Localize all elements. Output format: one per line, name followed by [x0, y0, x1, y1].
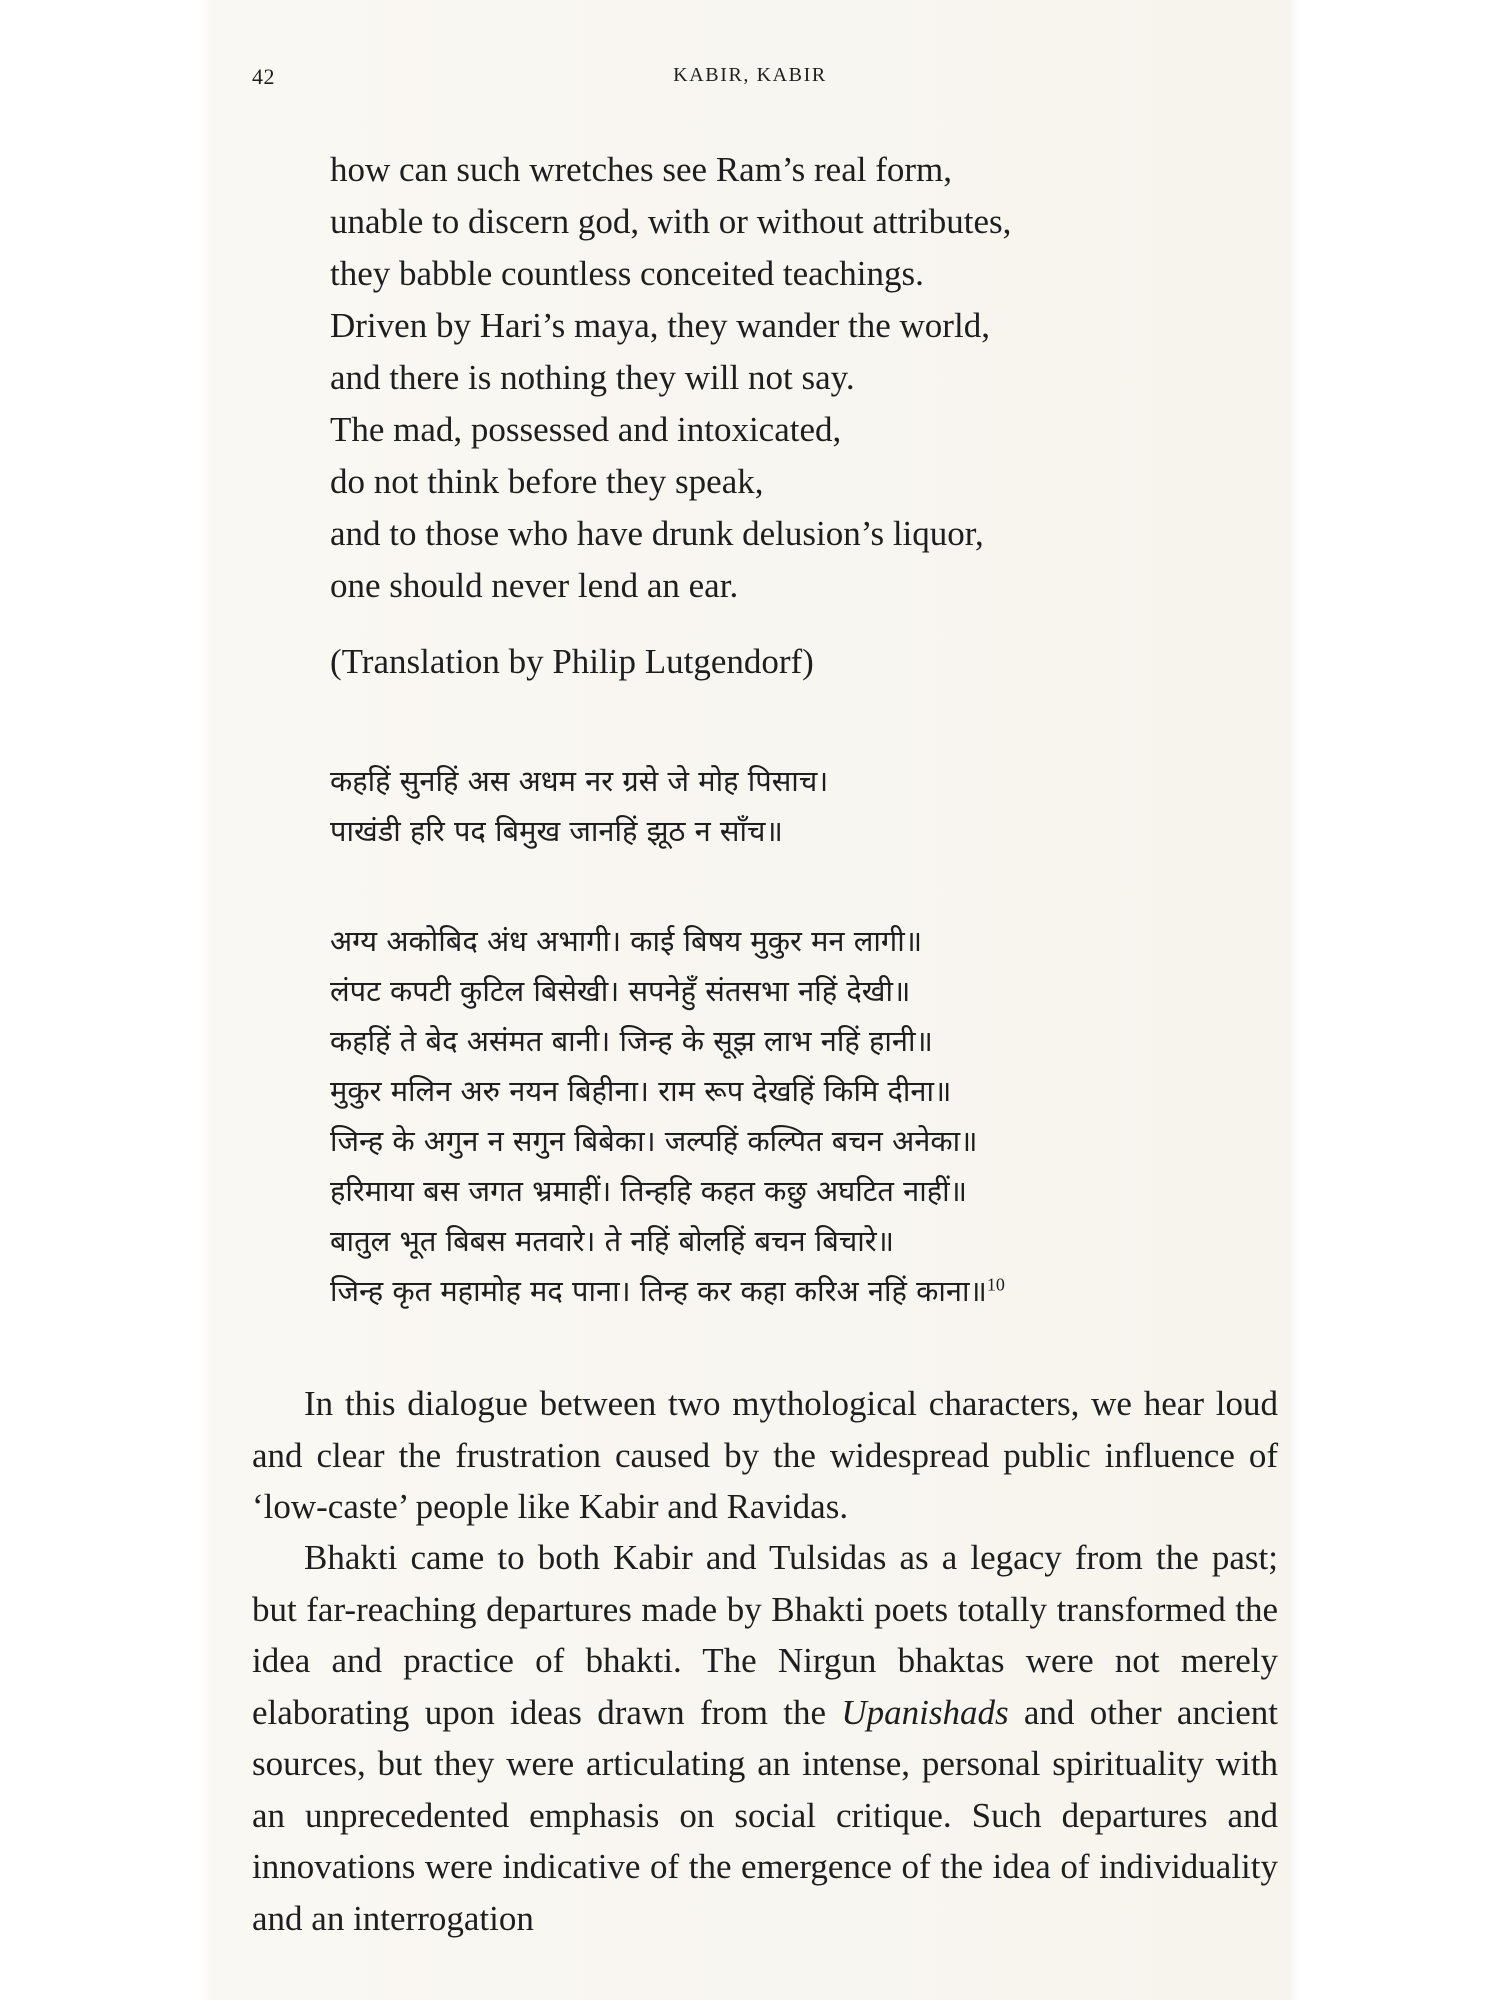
- paragraph-text: Bhakti came to both Kabir and Tulsidas as a legacy from the past; but far-reaching departures made by Bhakti poets totally transformed the idea and practice of bhakti. The Nirgun bhaktas were not merely elaborating upon ideas drawn from the: [252, 1538, 1278, 1732]
- verse-line: and to those who have drunk delusion’s liquor,: [330, 514, 984, 553]
- hindi-line: मुकुर मलिन अरु नयन बिहीना। राम रूप देखहिं किमि दीना॥: [330, 1074, 952, 1108]
- hindi-line: कहहिं ते बेद असंमत बानी। जिन्ह के सूझ लाभ नहिं हानी॥: [330, 1024, 933, 1058]
- hindi-doha: [330, 756, 828, 856]
- english-verse: [330, 144, 1011, 612]
- verse-line: how can such wretches see Ram’s real form,: [330, 150, 953, 189]
- hindi-chaupai: [330, 916, 1005, 1316]
- body-paragraph-1: In this dialogue between two mythological characters, we hear loud and clear the frustration caused by the widespread public influence of ‘low-caste’ people like Kabir and Ravidas.: [252, 1384, 1278, 1526]
- hindi-line: [330, 1266, 1005, 1316]
- hindi-line-text: जिन्ह कृत महामोह मद पाना। तिन्ह कर कहा करिअ नहिं काना॥: [330, 1274, 987, 1308]
- italic-title: Upanishads: [841, 1692, 1009, 1732]
- verse-line: do not think before they speak,: [330, 462, 764, 501]
- verse-line: one should never lend an ear.: [330, 566, 739, 605]
- hindi-line: पाखंडी हरि पद बिमुख जानहिं झूठ न साँच॥: [330, 814, 783, 848]
- verse-line: unable to discern god, with or without attributes,: [330, 202, 1012, 241]
- hindi-line: लंपट कपटी कुटिल बिसेखी। सपनेहुँ संतसभा नहिं देखी॥: [330, 974, 911, 1008]
- page-number: 42: [252, 64, 275, 89]
- verse-line: Driven by Hari’s maya, they wander the world,: [330, 306, 990, 345]
- hindi-line: जिन्ह के अगुन न सगुन बिबेका। जल्पहिं कल्पित बचन अनेका॥: [330, 1124, 978, 1158]
- body-paragraph-2: [252, 1532, 1278, 1944]
- translation-credit: (Translation by Philip Lutgendorf): [330, 642, 814, 681]
- verse-line: The mad, possessed and intoxicated,: [330, 410, 842, 449]
- hindi-line: कहहिं सुनहिं अस अधम नर ग्रसे जे मोह पिसाच।: [330, 764, 829, 798]
- hindi-line: बातुल भूत बिबस मतवारे। ते नहिं बोलहिं बचन बिचारे॥: [330, 1224, 894, 1258]
- running-title: KABIR, KABIR: [673, 64, 827, 86]
- hindi-line: हरिमाया बस जगत भ्रमाहीं। तिन्हहि कहत कछु अघटित नाहीं॥: [330, 1174, 968, 1208]
- hindi-line: अग्य अकोबिद अंध अभागी। काई बिषय मुकुर मन लागी॥: [330, 924, 923, 958]
- footnote-marker: 10: [986, 1274, 1005, 1295]
- paragraph-text: and other ancient sources, but they were articulating an intense, personal spirituality with an unprecedented emphasis on social critique. Such departures and innovations were indicative of the emergence of the idea of individuality and an interrogation: [252, 1692, 1278, 1938]
- verse-line: they babble countless conceited teachings.: [330, 254, 924, 293]
- verse-line: and there is nothing they will not say.: [330, 358, 855, 397]
